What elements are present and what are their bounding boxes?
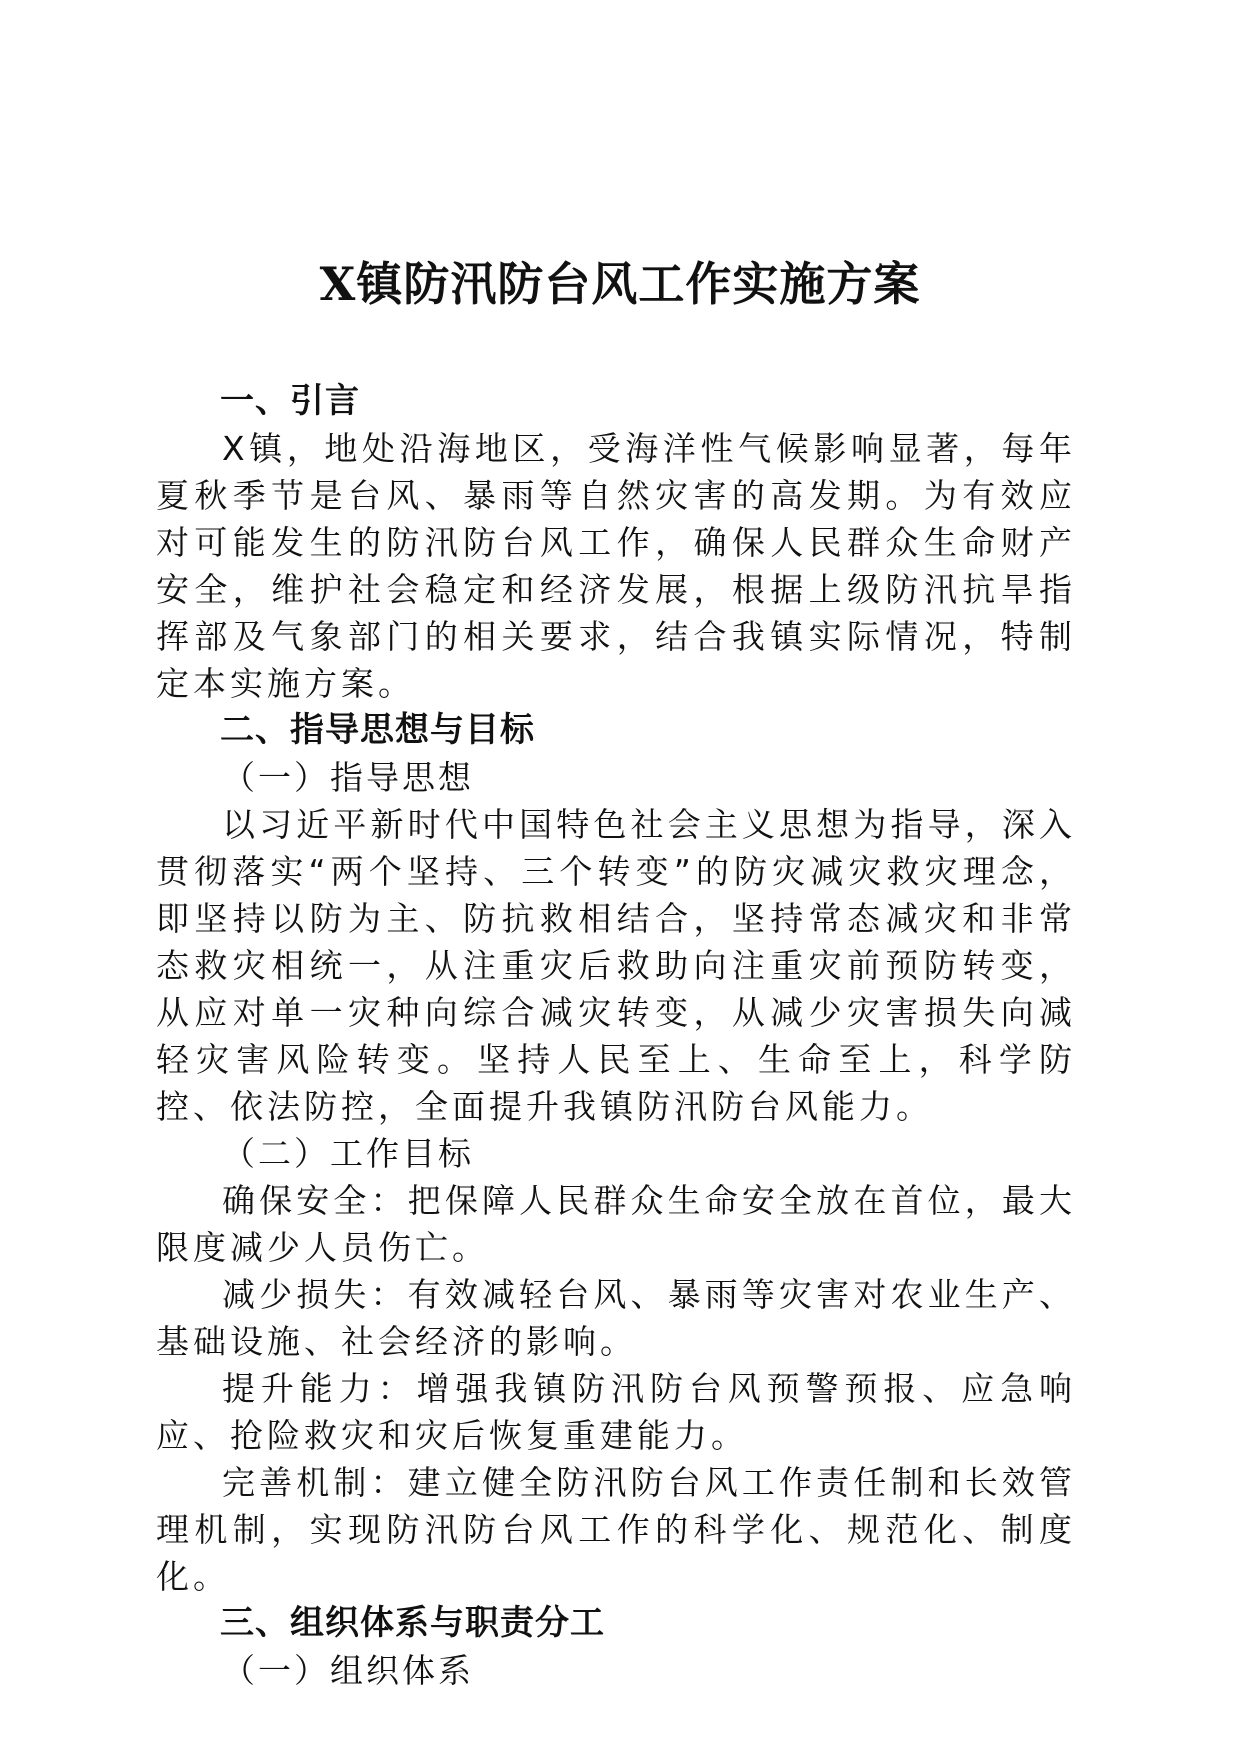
- section-heading-organization: 三、组织体系与职责分工: [220, 1603, 605, 1643]
- goal-improve-mechanism: 完善机制：建立健全防汛防台风工作责任制和长效管理机制，实现防汛防台风工作的科学化、规范化、制度化。: [156, 1463, 1076, 1596]
- document-body: [156, 378, 1076, 1694]
- goal-improve-capability: 提升能力：增强我镇防汛防台风预警预报、应急响应、抢险救灾和灾后恢复重建能力。: [156, 1369, 1076, 1455]
- section-heading-guiding-ideology: 二、指导思想与目标: [220, 710, 535, 750]
- subsection-heading-organization-system: （一）组织体系: [222, 1651, 474, 1690]
- guiding-thought-paragraph: 以习近平新时代中国特色社会主义思想为指导，深入贯彻落实“两个坚持、三个转变”的防灾减灾救灾理念，即坚持以防为主、防抗救相结合，坚持常态减灾和非常态救灾相统一，从注重灾后救助向注重灾前预防转变，从应对单一灾种向综合减灾转变，从减少灾害损失向减轻灾害风险转变。坚持人民至上、生命至上，科学防控、依法防控，全面提升我镇防汛防台风能力。: [156, 805, 1076, 1126]
- document-title: X镇防汛防台风工作实施方案: [319, 257, 921, 311]
- subsection-heading-work-goals: （二）工作目标: [222, 1134, 474, 1173]
- subsection-heading-guiding-thought: （一）指导思想: [222, 758, 474, 797]
- introduction-paragraph: X镇，地处沿海地区，受海洋性气候影响显著，每年夏秋季节是台风、暴雨等自然灾害的高发期。为有效应对可能发生的防汛防台风工作，确保人民群众生命财产安全，维护社会稳定和经济发展，根据上级防汛抗旱指挥部及气象部门的相关要求，结合我镇实际情况，特制定本实施方案。: [156, 429, 1076, 703]
- goal-reduce-losses: 减少损失：有效减轻台风、暴雨等灾害对农业生产、基础设施、社会经济的影响。: [156, 1275, 1076, 1361]
- section-heading-introduction: 一、引言: [220, 381, 360, 421]
- goal-ensure-safety: 确保安全：把保障人民群众生命安全放在首位，最大限度减少人员伤亡。: [156, 1181, 1076, 1267]
